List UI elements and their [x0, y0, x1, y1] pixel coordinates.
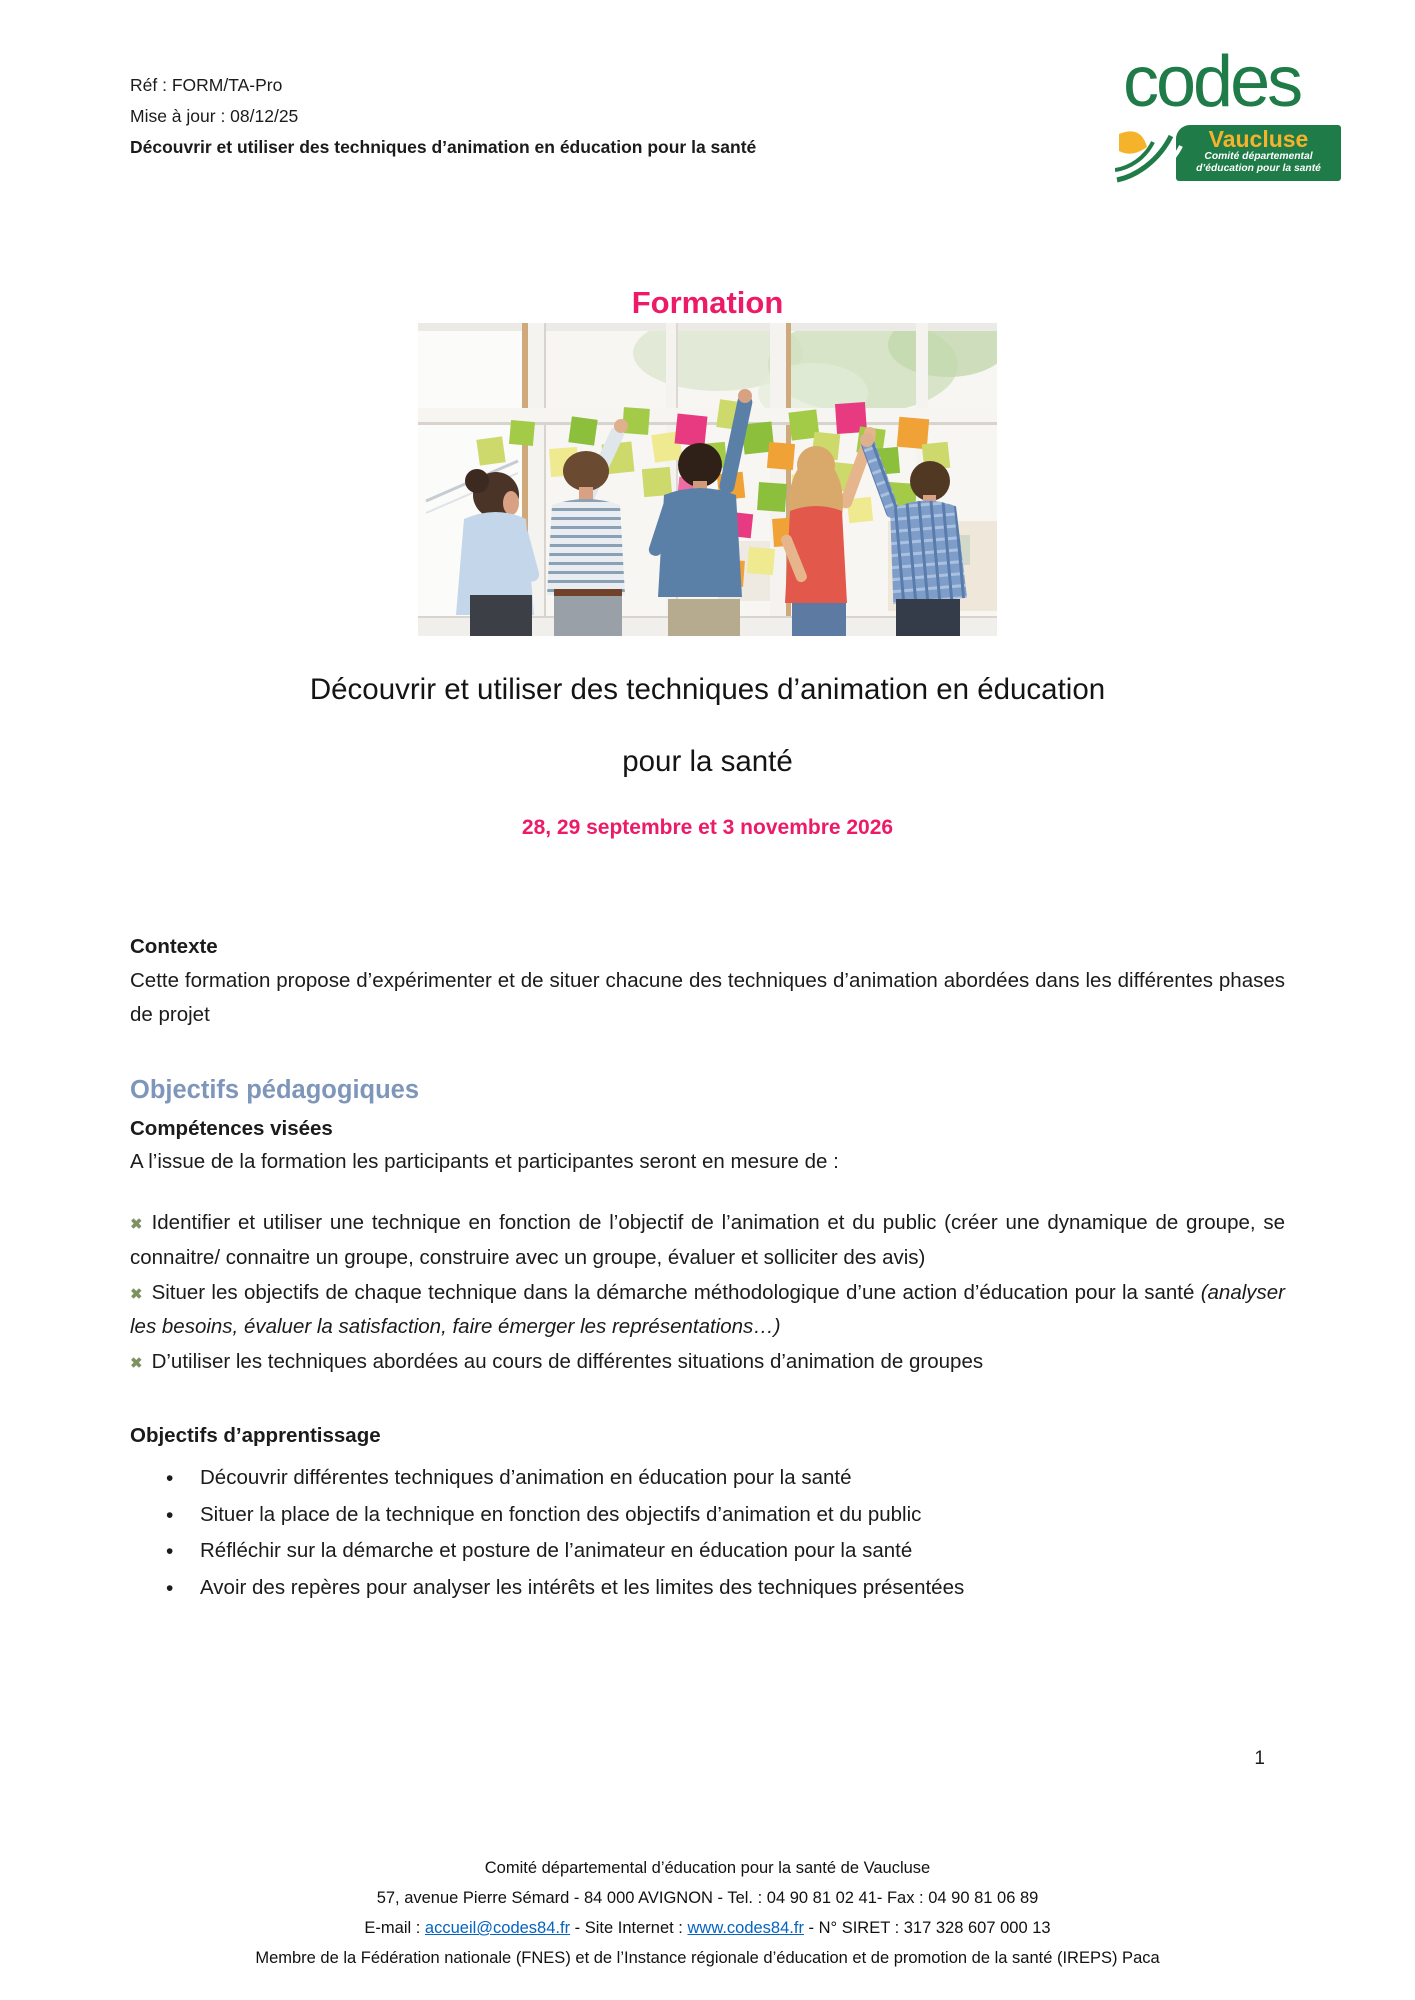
page-header [130, 42, 1321, 181]
competence-item [130, 1206, 1285, 1276]
competences-visees-heading: Compétences visées [130, 1116, 333, 1140]
competence-item-text: D’utiliser les techniques abordées au cours de différentes situations d’animation de groupes [151, 1350, 984, 1374]
contexte-body: Cette formation propose d’expérimenter et de situer chacune des techniques d’animation abordées dans les différentes phases de projet [130, 969, 1285, 1026]
list-item [166, 1570, 1285, 1606]
competences-intro: A l’issue de la formation les participants et participantes seront en mesure de : [130, 1149, 839, 1173]
competence-item-text: Identifier et utiliser une technique en fonction de l’objectif de l’animation et du public (créer une dynamique de groupe, se connaitre/ connaitre un groupe, construire avec un groupe, évaluer et solliciter des avis) [130, 1210, 1285, 1269]
contexte-heading: Contexte [130, 935, 218, 959]
objectifs-apprentissage-heading: Objectifs d’apprentissage [130, 1424, 381, 1448]
logo-banner [1176, 125, 1341, 181]
list-item-text: Situer la place de la technique en fonction des objectifs d’animation et du public [200, 1502, 922, 1526]
email-link[interactable]: accueil@codes84.fr [424, 1919, 571, 1938]
green-x-bullet-icon [130, 1276, 143, 1311]
bullet-dot-icon [166, 1460, 173, 1497]
logo-subtitle-line1: Comité départemental [1204, 151, 1313, 163]
objectifs-pedagogiques-heading: Objectifs pédagogiques [130, 1075, 420, 1104]
competence-item-text: Situer les objectifs de chaque technique dans la démarche méthodologique d’une action d’éducation pour la santé [151, 1280, 1201, 1304]
competence-item [130, 1345, 1285, 1380]
document-meta [130, 70, 756, 163]
list-item [166, 1533, 1285, 1569]
bullet-dot-icon [166, 1533, 173, 1570]
footer-contacts [0, 1913, 1415, 1943]
formation-banner: Formation [631, 285, 784, 320]
footer-membership: Membre de la Fédération nationale (FNES) et de l’Instance régionale d’éducation et de promotion de la santé (IREPS) Paca [255, 1949, 1160, 1968]
training-dates: 28, 29 septembre et 3 novembre 2026 [521, 816, 894, 840]
list-item-text: Réfléchir sur la démarche et posture de l’animateur en éducation pour la santé [200, 1539, 913, 1563]
codes-vaucluse-logo [1119, 42, 1341, 181]
page-title-line1: Découvrir et utiliser des techniques d’animation en éducation [309, 672, 1106, 706]
logo-swoosh-icon [1115, 118, 1195, 184]
page-title-line2: pour la santé [622, 744, 793, 778]
footer-siret: - N° SIRET : 317 328 607 000 13 [803, 1919, 1051, 1938]
green-x-bullet-icon [130, 1345, 143, 1380]
green-x-bullet-icon [130, 1206, 143, 1241]
logo-wordmark: codes [1123, 42, 1301, 122]
footer-org-name: Comité départemental d’éducation pour la santé de Vaucluse [484, 1859, 931, 1877]
document-updated: Mise à jour : 08/12/25 [130, 106, 299, 127]
footer-site-label: - Site Internet : [570, 1919, 688, 1938]
list-item [166, 1460, 1285, 1496]
bullet-dot-icon [166, 1497, 173, 1534]
footer-address: 57, avenue Pierre Sémard - 84 000 AVIGNON - Tel. : 04 90 81 02 41- Fax : 04 90 81 06 89 [376, 1889, 1039, 1908]
list-item-text: Découvrir différentes techniques d’animation en éducation pour la santé [200, 1466, 852, 1490]
competence-item [130, 1276, 1285, 1346]
bullet-dot-icon [166, 1570, 173, 1607]
logo-region-label: Vaucluse [1208, 126, 1309, 152]
document-header-title: Découvrir et utiliser des techniques d’animation en éducation pour la santé [130, 137, 757, 158]
list-item-text: Avoir des repères pour analyser les intérêts et les limites des techniques présentées [200, 1575, 965, 1599]
page-number: 1 [1254, 1748, 1265, 1769]
footer-email-label: E-mail : [364, 1919, 425, 1938]
logo-subtitle-line2: d’éducation pour la santé [1196, 163, 1321, 175]
document-ref: Réf : FORM/TA-Pro [130, 75, 283, 95]
objectifs-apprentissage-list [166, 1460, 1285, 1606]
competence-item-italic: (analyser les besoins, évaluer la satisfaction, faire émerger les représentations…) [130, 1280, 1285, 1339]
team-sticky-notes-photo [418, 323, 997, 636]
list-item [166, 1497, 1285, 1533]
page-footer [0, 1853, 1415, 1973]
website-link[interactable]: www.codes84.fr [687, 1919, 804, 1938]
photo-container [418, 323, 997, 636]
